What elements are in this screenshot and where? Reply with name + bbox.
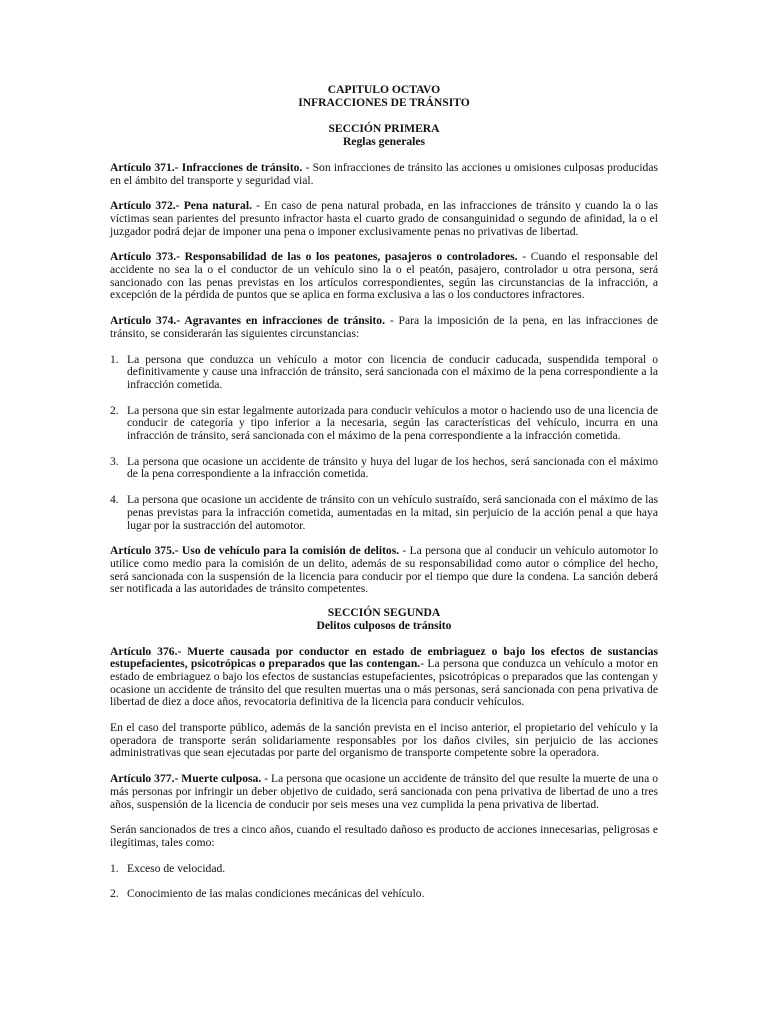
list-item-text: Exceso de velocidad. [127, 861, 226, 875]
article-374 [110, 315, 658, 340]
list-item-text: La persona que ocasione un accidente de tránsito con un vehículo sustraído, será sancionada con el máximo de las penas previstas para la infracción cometida, aumentadas en la mitad, sin perjuicio de la acción penal a que haya lugar por la sustracción del automotor. [127, 493, 658, 532]
list-item-number: 1. [110, 352, 119, 366]
section-subtitle: Delitos culposos de tránsito [316, 618, 452, 632]
article-377-paragraph-2: Serán sancionados de tres a cinco años, cuando el resultado dañoso es producto de acciones innecesarias, peligrosas e ilegítimas, tales como: [110, 823, 658, 849]
list-item [110, 405, 658, 443]
list-item-text: La persona que conduzca un vehículo a motor con licencia de conducir caducada, suspendida temporal o definitivamente y cause una infracción de tránsito, será sancionada con el máximo de la pena correspondiente a la infracción cometida. [127, 352, 658, 391]
article-heading: Artículo 373.- Responsabilidad de las o los peatones, pasajeros o controladores. [110, 250, 518, 264]
article-heading: Artículo 374.- Agravantes en infracciones de tránsito. [110, 314, 385, 328]
chapter-subtitle: INFRACCIONES DE TRÁNSITO [298, 95, 470, 109]
article-heading: Artículo 371.- Infracciones de tránsito. [110, 160, 303, 174]
aggravating-circumstances-list [110, 354, 658, 533]
article-heading: Artículo 375.- Uso de vehículo para la comisión de delitos. [110, 544, 400, 558]
list-item-number: 3. [110, 454, 119, 468]
list-item-number: 2. [110, 887, 119, 901]
chapter-title: CAPITULO OCTAVO [327, 83, 441, 96]
article-heading: Artículo 372.- Pena natural. [110, 199, 252, 213]
article-heading: Artículo 377.- Muerte culposa. [110, 772, 262, 786]
list-item [110, 863, 658, 876]
list-item [110, 494, 658, 532]
article-text: - En caso de pena natural probada, en las infracciones de tránsito y cuando la o las víctimas sean parientes del presunto infractor hasta el cuarto grado de consanguinidad o segundo de afinidad, la o el juzgador podrá dejar de imponer una pena o imponer exclusivamente penas no privativas de libertad. [110, 199, 658, 238]
article-heading: Artículo 376.- Muerte causada por conductor en estado de embriaguez o bajo los efectos de sustancias estupefacientes, psicotrópicas o preparados que las contengan. [110, 644, 658, 671]
list-item-number: 2. [110, 403, 119, 417]
list-item [110, 456, 658, 481]
list-item-text: La persona que ocasione un accidente de tránsito y huya del lugar de los hechos, será sancionada con el máximo de la pena correspondiente a la infracción cometida. [127, 454, 658, 481]
list-item-text: Conocimiento de las malas condiciones mecánicas del vehículo. [127, 887, 425, 901]
list-item [110, 888, 658, 901]
section-subtitle: Reglas generales [342, 135, 426, 149]
article-text: - Cuando el responsable del accidente no sea la o el conductor de un vehículo sino la o el peatón, pasajero, controlador u otra persona, será sancionado con las penas previstas en los artículos correspondientes, según las circunstancias de la infracción, a excepción de la pérdida de puntos que se aplica en forma exclusiva a las o los conductores infractores. [110, 250, 659, 302]
article-text: - La persona que al conducir un vehículo automotor lo utilice como medio para la comisión de un delito, además de su responsabilidad como autor o cómplice del hecho, será sancionada con la suspensión de la licencia para conducir por el tiempo que dure la condena. La sanción deberá ser notificada a las autoridades de tránsito competentes. [110, 544, 658, 596]
article-375 [110, 545, 658, 596]
list-item-number: 1. [110, 861, 119, 875]
article-372 [110, 200, 658, 238]
article-text: - Para la imposición de la pena, en las infracciones de tránsito, se considerarán las siguientes circunstancias: [110, 314, 658, 340]
article-text: - La persona que conduzca un vehículo a motor en estado de embriaguez o bajo los efectos de sustancias estupefacientes, psicotrópicas o preparados que las contengan y ocasione un accidente de tránsito del que resulten muertas una o más personas, será sancionada con pena privativa de libertad de diez a doce años, revocatoria definitiva de la licencia para conducir vehículos. [110, 657, 658, 709]
list-item-text: La persona que sin estar legalmente autorizada para conducir vehículos a motor o haciendo uso de una licencia de conducir de categoría y tipo inferior a la necesaria, según las características del vehículo, incurra en una infracción de tránsito, será sancionada con el máximo de la pena correspondiente a la infracción cometida. [127, 403, 658, 443]
article-373 [110, 251, 658, 302]
document-content [110, 84, 658, 901]
article-text: - Son infracciones de tránsito las acciones u omisiones culposas producidas en el ámbito del transporte y seguridad vial. [110, 160, 658, 187]
section-title: SECCIÓN PRIMERA [328, 122, 440, 136]
article-377 [110, 773, 658, 811]
article-text: - La persona que ocasione un accidente de tránsito del que resulte la muerte de una o más personas por infringir un deber objetivo de cuidado, será sancionada con pena privativa de libertad de uno a tres años, suspensión de la licencia de conducir por seis meses una vez cumplida la pena privativa de libertad. [110, 772, 658, 811]
article-376 [110, 646, 658, 710]
article-376-paragraph-2: En el caso del transporte público, además de la sanción prevista en el inciso anterior, el propietario del vehículo y la operadora de transporte serán solidariamente responsables por los daños civiles, sin perjuicio de las acciones administrativas que sean ejecutadas por parte del organismo de transporte competente sobre la operadora. [110, 721, 658, 760]
list-item-number: 4. [110, 493, 119, 507]
list-item [110, 354, 658, 392]
dangerous-actions-list [110, 863, 658, 901]
section-title: SECCIÓN SEGUNDA [327, 606, 441, 620]
article-371 [110, 162, 658, 187]
